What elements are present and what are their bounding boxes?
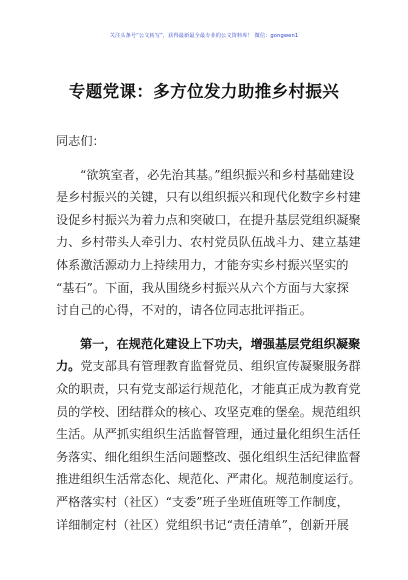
paragraph-line: “基石”。下面，我从围绕乡村振兴从六个方面与大家探: [56, 280, 349, 295]
paragraph-section-one: [56, 333, 361, 536]
paragraph-line: 生活。从严抓实组织生活监督管理，通过量化组织生活任: [56, 427, 361, 442]
paragraph-line: 详细制定村（社区）党组织书记“责任清单”，创新开展: [56, 517, 349, 532]
spacer: [56, 322, 356, 333]
section-heading-line: 第一，在规范化建设上下功夫，增强基层党组织凝聚: [80, 336, 361, 351]
document-title: 专题党课：多方位发力助推乡村振兴: [68, 82, 340, 101]
paragraph-line: 众的职责，只有党支部运行规范化，才能真正成为教育党: [56, 381, 361, 396]
paragraph-line: 员的学校、团结群众的核心、攻坚克难的堡垒。规范组织: [56, 404, 361, 419]
spacer: [56, 153, 356, 164]
document-body: [56, 130, 361, 536]
paragraph-line: 严格落实村（社区）“支委”班子坐班值班等工作制度，: [56, 494, 349, 509]
paragraph-intro: [56, 164, 361, 322]
paragraph-line: 讨自己的心得，不对的，请各位同志批评指正。: [56, 303, 312, 318]
paragraph-line: 体系激活源动力上持续用力，才能夯实乡村振兴坚实的: [56, 257, 349, 272]
section-heading-end: 力。: [56, 359, 81, 374]
salutation: 同志们：: [56, 134, 105, 148]
header-promo-note: 关注头条号“公文转写”，获得最新最全最专业的公文资料库！ 微信：gongwen1: [109, 33, 299, 39]
paragraph-line: “欲筑室者，必先治其基。”组织振兴和乡村基础建设: [80, 167, 355, 182]
paragraph-line: 务落实、细化组织生活问题整改、强化组织生活纪律监督: [56, 449, 361, 464]
paragraph-line: 设促乡村振兴为着力点和突破口，在提升基层党组织凝聚: [56, 212, 361, 227]
paragraph-line-text: 党支部具有管理教育监督党员、组织宣传凝聚服务群: [80, 359, 361, 374]
paragraph-line: 是乡村振兴的关键，只有以组织振兴和现代化数字乡村建: [56, 190, 361, 205]
paragraph-line: [56, 355, 361, 378]
paragraph-line: 推进组织生活常态化、规范化、严肃化。规范制度运行。: [56, 472, 361, 487]
paragraph-line: 力、乡村带头人牵引力、农村党员队伍战斗力、建立基建: [56, 235, 361, 250]
